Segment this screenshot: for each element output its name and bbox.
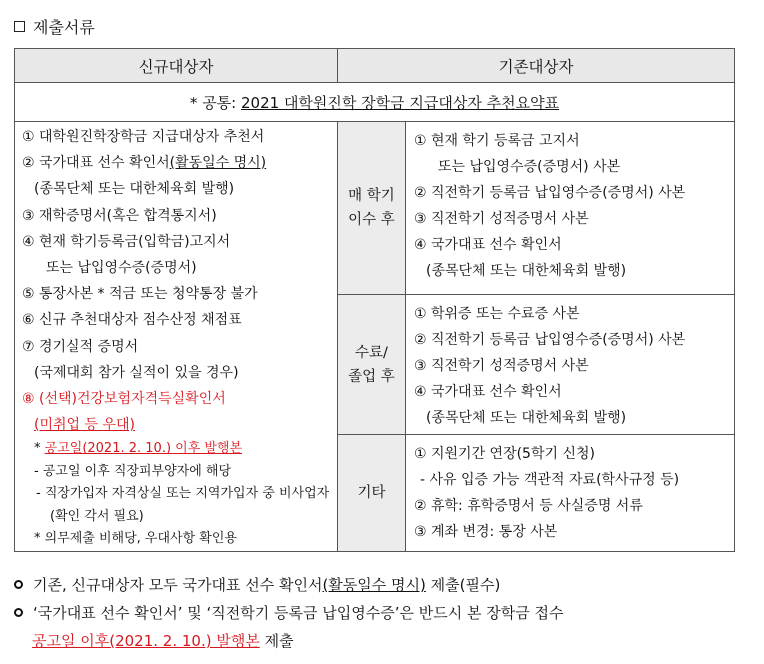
circle-bullet-icon (14, 580, 23, 589)
list-item: ⑥ 신규 추천대상자 점수산정 채점표 (22, 312, 242, 329)
list-item: ④ 국가대표 선수 확인서 (414, 237, 562, 253)
common-requirement-text: 2021 대학원진학 장학금 지급대상자 추천요약표 (241, 93, 560, 112)
list-item: ⑦ 경기실적 증명서 (22, 338, 139, 355)
note-item: - 공고일 이후 직장피부양자에 해당 (34, 463, 232, 479)
note-item: - 직장가입자 자격상실 또는 지역가입자 중 비사업자(확인 각서 필요) (36, 486, 330, 524)
label-completion-graduation: 수료/ 졸업 후 (338, 295, 406, 435)
list-item-optional: (미취업 등 우대) (34, 417, 135, 434)
list-item: (국제대회 참가 실적이 있을 경우) (34, 364, 239, 381)
header-existing-applicants: 기존대상자 (338, 49, 735, 83)
label-other: 기타 (338, 435, 406, 552)
list-item: ④ 국가대표 선수 확인서 (414, 384, 562, 400)
header-new-applicants: 신규대상자 (15, 49, 338, 83)
list-item: 또는 납입영수증(증명서) (46, 260, 197, 277)
each-semester-documents (406, 122, 735, 295)
list-item: ② 휴학: 휴학증명서 등 사실증명 서류 (414, 498, 643, 514)
label-each-semester: 매 학기 이수 후 (338, 122, 406, 295)
list-item: ② 국가대표 선수 확인서(활동일수 명시) (22, 155, 267, 172)
list-item: ③ 재학증명서(혹은 합격통지서) (22, 207, 217, 224)
list-item: ① 지원기간 연장(5학기 신청) (414, 446, 595, 462)
list-item: (종목단체 또는 대한체육회 발행) (34, 181, 235, 198)
list-item: 또는 납입영수증(증명서) 사본 (438, 159, 621, 175)
list-item: ③ 직전학기 성적증명서 사본 (414, 358, 589, 374)
documents-table (14, 48, 735, 552)
list-item: (종목단체 또는 대한체육회 발행) (426, 410, 627, 426)
note-required-confirmation: 기존, 신규대상자 모두 국가대표 선수 확인서(활동일수 명시) 제출(필수) (32, 574, 500, 595)
list-item: ③ 계좌 변경: 통장 사본 (414, 524, 558, 540)
note-item: * 공고일(2021. 2. 10.) 이후 발행본 (34, 441, 243, 457)
note-issue-date-cont: 공고일 이후(2021. 2. 10.) 발행본 제출 (32, 632, 294, 650)
new-applicant-documents (15, 122, 338, 552)
note-issue-date: ‘국가대표 선수 확인서’ 및 ‘직전학기 등록금 납입영수증’은 반드시 본 장학금 접수 (32, 602, 563, 623)
list-item-optional: ⑧ (선택)건강보험자격득실확인서 (22, 391, 226, 408)
list-item: ① 대학원진학장학금 지급대상자 추천서 (22, 129, 265, 145)
checkbox-square-icon (14, 21, 25, 32)
common-prefix: * 공통: (189, 93, 241, 112)
list-item: ⑤ 통장사본 * 적금 또는 청약통장 불가 (22, 286, 258, 303)
list-item: ① 현재 학기 등록금 고지서 (414, 133, 580, 149)
list-item: ② 직전학기 등록금 납입영수증(증명서) 사본 (414, 185, 686, 201)
list-item: ③ 직전학기 성적증명서 사본 (414, 211, 589, 227)
list-item: ② 직전학기 등록금 납입영수증(증명서) 사본 (414, 332, 686, 348)
section-heading (14, 14, 95, 38)
list-item: ④ 현재 학기등록금(입학금)고지서 (22, 233, 231, 250)
circle-bullet-icon (14, 608, 23, 617)
section-heading-text: 제출서류 (33, 17, 95, 37)
list-item: ① 학위증 또는 수료증 사본 (414, 306, 580, 322)
note-item: * 의무제출 비해당, 우대사항 확인용 (34, 531, 237, 547)
completion-graduation-documents (406, 295, 735, 435)
other-documents (406, 435, 735, 552)
list-item: - 사유 입증 가능 객관적 자료(학사규정 등) (420, 472, 680, 488)
list-item: (종목단체 또는 대한체육회 발행) (426, 263, 627, 279)
common-requirement-row (15, 83, 735, 122)
